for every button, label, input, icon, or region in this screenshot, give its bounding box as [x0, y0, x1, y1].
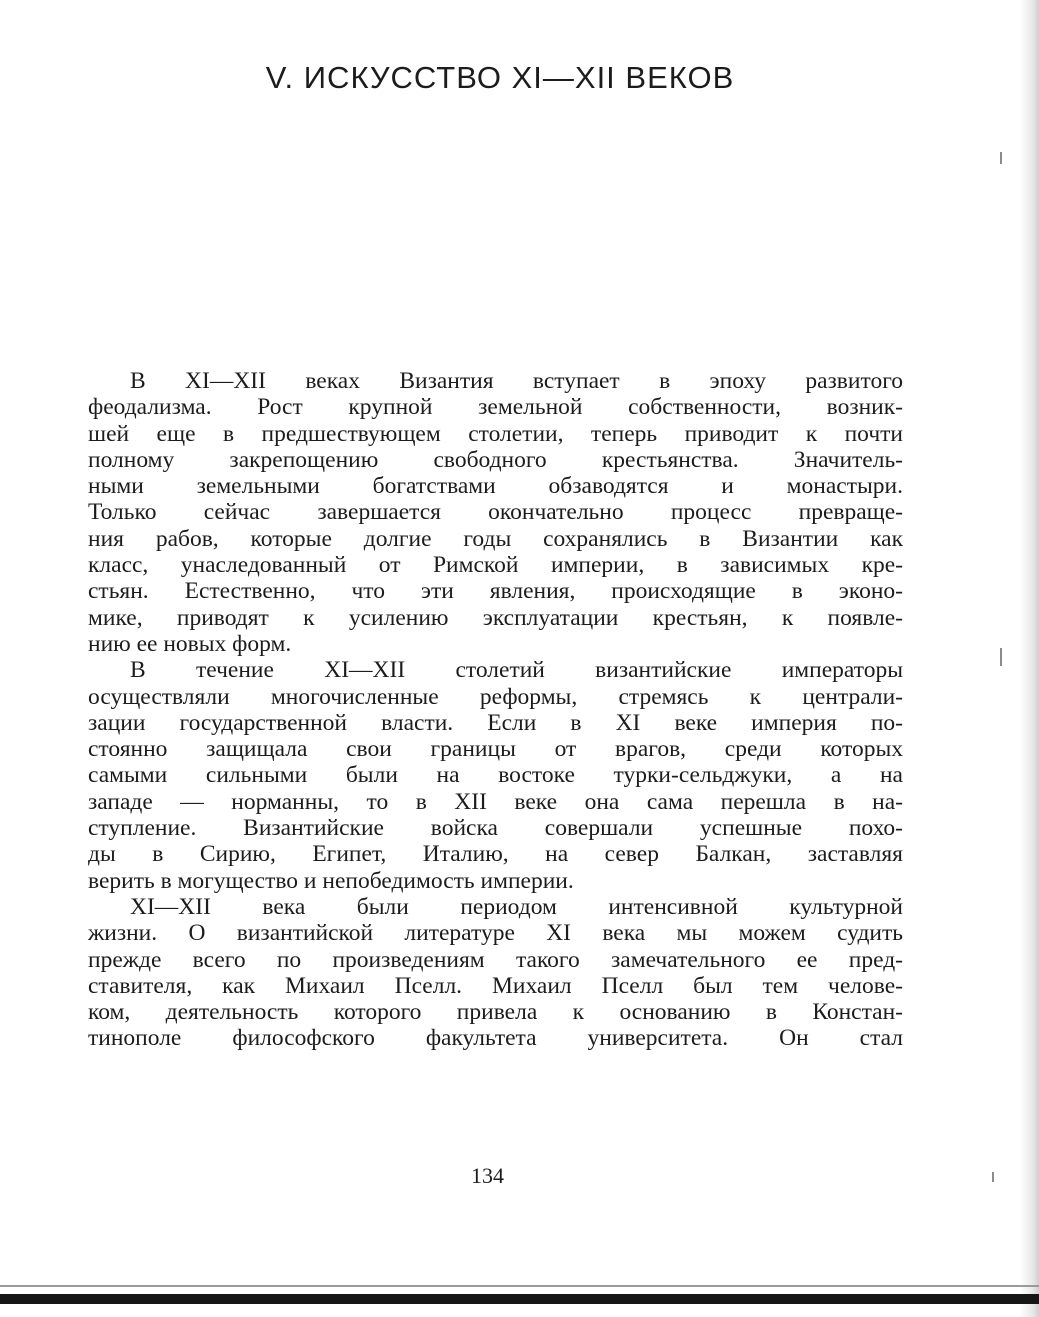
- text-line: самыми сильными были на востоке турки-сельджуки, а на: [88, 762, 903, 789]
- page-edge-shadow: [1020, 0, 1039, 1317]
- text-line: жизни. О византийской литературе XI века мы можем судить: [88, 920, 903, 947]
- text-line: верить в могущество и непобедимость империи.: [88, 867, 574, 894]
- text-line: ставителя, как Михаил Пселл. Михаил Пселл был тем челове-: [88, 972, 903, 999]
- text-line: ния рабов, которые долгие годы сохранялись в Византии как: [88, 525, 903, 552]
- text-line: шей еще в предшествующем столетии, теперь приводит к почти: [88, 420, 903, 447]
- text-line: феодализма. Рост крупной земельной собственности, возник-: [88, 394, 903, 421]
- text-line: ком, деятельность которого привела к основанию в Констан-: [88, 999, 903, 1026]
- page-number: 134: [471, 1163, 504, 1188]
- text-line: В XI—XII веках Византия вступает в эпоху развитого: [130, 368, 903, 394]
- paragraph-1: [88, 368, 903, 657]
- scan-artifact-mark: [992, 1172, 994, 1182]
- text-line: осуществляли многочисленные реформы, стремясь к централи-: [88, 683, 903, 710]
- text-line: класс, унаследованный от Римской империи, в зависимых кре-: [88, 552, 903, 579]
- body-text: [88, 368, 903, 1052]
- text-line: ды в Сирию, Египет, Италию, на север Балкан, заставляя: [88, 841, 903, 868]
- text-line: западе — норманны, то в XII веке она сама перешла в на-: [88, 788, 903, 815]
- text-line: В течение XI—XII столетий византийские императоры: [130, 657, 903, 684]
- scan-artifact-mark: [1000, 648, 1002, 666]
- text-line: полному закрепощению свободного крестьянства. Значитель-: [88, 446, 903, 473]
- text-line: Только сейчас завершается окончательно процесс превраще-: [88, 499, 903, 526]
- text-line: стьян. Естественно, что эти явления, происходящие в эконо-: [88, 578, 903, 605]
- text-line: XI—XII века были периодом интенсивной культурной: [130, 893, 903, 920]
- text-line: тинополе философского факультета университета. Он стал: [88, 1025, 903, 1052]
- text-line: ными земельными богатствами обзаводятся и монастыри.: [88, 473, 903, 500]
- text-line: прежде всего по произведениям такого замечательного ее пред-: [88, 946, 903, 973]
- paragraph-2: [88, 657, 903, 894]
- text-line: мике, приводят к усилению эксплуатации крестьян, к появле-: [88, 604, 903, 631]
- paragraph-3: [88, 894, 903, 1052]
- text-line: нию ее новых форм.: [88, 630, 292, 657]
- chapter-title: V. ИСКУССТВО XI—XII ВЕКОВ: [265, 60, 735, 95]
- bottom-edge-line: [0, 1285, 1039, 1287]
- text-line: ступление. Византийские войска совершали успешные похо-: [88, 815, 903, 842]
- text-line: стоянно защищала свои границы от врагов, среди которых: [88, 736, 903, 763]
- text-line: зации государственной власти. Если в XI веке империя по-: [88, 709, 903, 736]
- scan-artifact-mark: [1000, 152, 1002, 164]
- bottom-edge-shadow: [0, 1294, 1039, 1304]
